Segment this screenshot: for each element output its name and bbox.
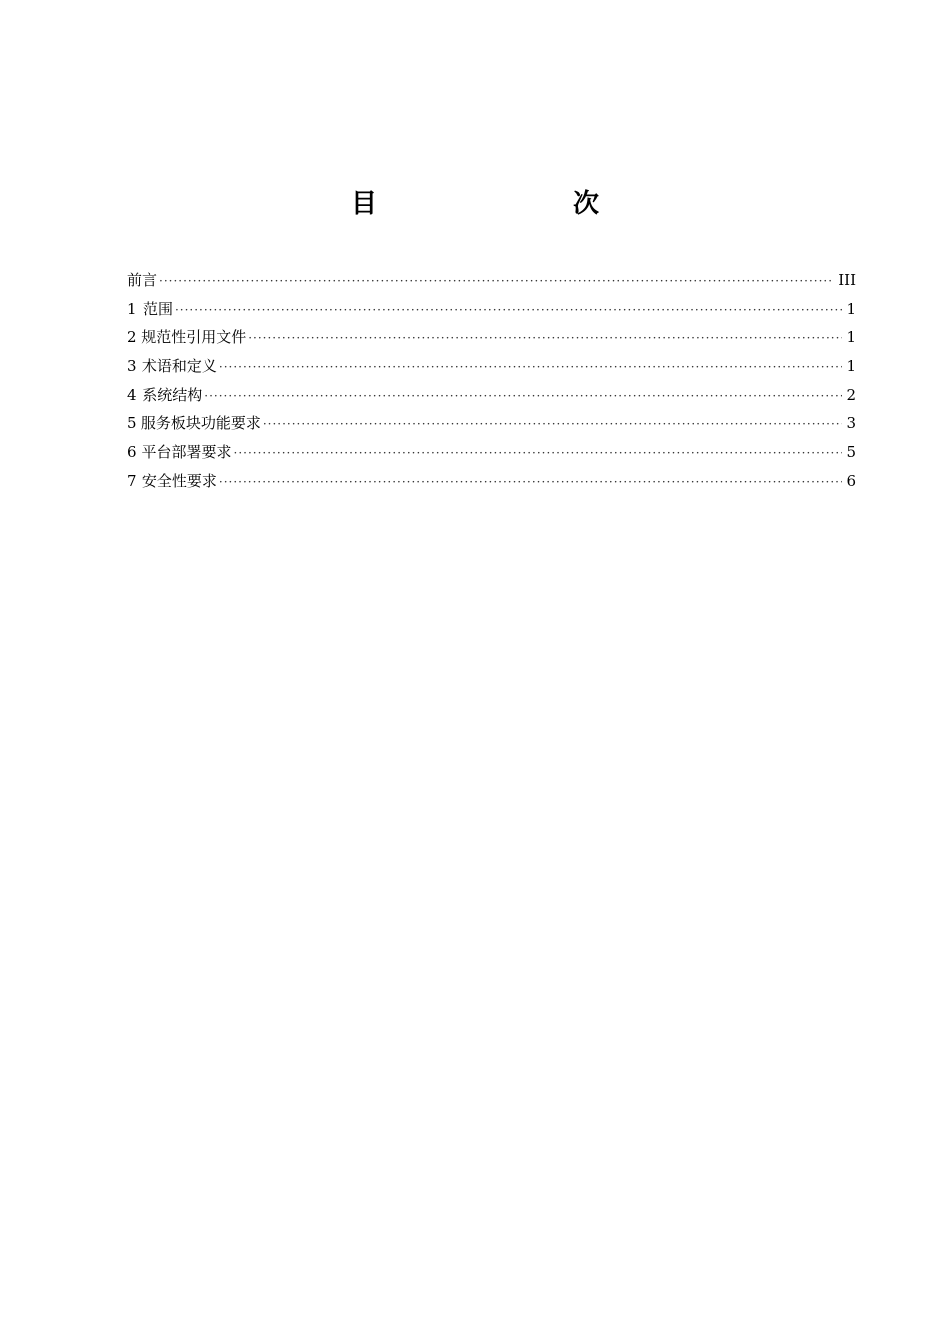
toc-dot-leader <box>248 324 842 353</box>
toc-section-number: 4 <box>127 385 137 404</box>
toc-page-number: 2 <box>846 385 856 404</box>
toc-entry-preface[interactable] <box>127 266 856 295</box>
toc-entry-3[interactable] <box>127 352 856 381</box>
toc-dot-leader <box>175 296 842 325</box>
toc-entry-title: 安全性要求 <box>141 471 217 490</box>
toc-entry-1[interactable] <box>127 295 856 324</box>
toc-dot-leader <box>219 468 842 497</box>
toc-page-number: 1 <box>846 357 856 376</box>
toc-dot-leader <box>234 439 842 468</box>
toc-dot-leader <box>204 382 842 411</box>
toc-entry-title: 规范性引用文件 <box>141 328 247 347</box>
toc-entry-title: 前言 <box>127 271 158 289</box>
toc-entry-title: 术语和定义 <box>141 357 217 376</box>
toc-page-number: 6 <box>846 471 856 490</box>
toc-page-number: 5 <box>846 443 856 462</box>
toc-section-number: 3 <box>127 357 137 376</box>
toc-section-number: 6 <box>127 443 137 462</box>
toc-page-number: III <box>838 271 856 289</box>
toc-dot-leader <box>159 267 834 296</box>
toc-section-number: 7 <box>127 471 137 490</box>
toc-page-number: 1 <box>846 299 856 318</box>
toc-entry-6[interactable] <box>127 438 856 467</box>
toc-section-number: 1 <box>127 299 137 318</box>
toc-section-number: 2 <box>127 328 137 347</box>
toc-page-number: 3 <box>846 414 856 433</box>
toc-entry-5[interactable] <box>127 409 856 438</box>
toc-entry-title: 平台部署要求 <box>141 443 232 462</box>
toc-entry-7[interactable] <box>127 467 856 496</box>
table-of-contents <box>127 266 856 496</box>
toc-entry-4[interactable] <box>127 381 856 410</box>
toc-dot-leader <box>219 353 842 382</box>
toc-entry-2[interactable] <box>127 323 856 352</box>
toc-entry-title: 系统结构 <box>142 385 203 404</box>
toc-entry-title: 范围 <box>142 299 173 318</box>
toc-section-number: 5 <box>127 414 137 433</box>
toc-page-number: 1 <box>846 328 856 347</box>
toc-entry-title: 服务板块功能要求 <box>140 414 261 433</box>
toc-dot-leader <box>263 410 842 439</box>
page-title: 目 次 <box>350 189 647 219</box>
